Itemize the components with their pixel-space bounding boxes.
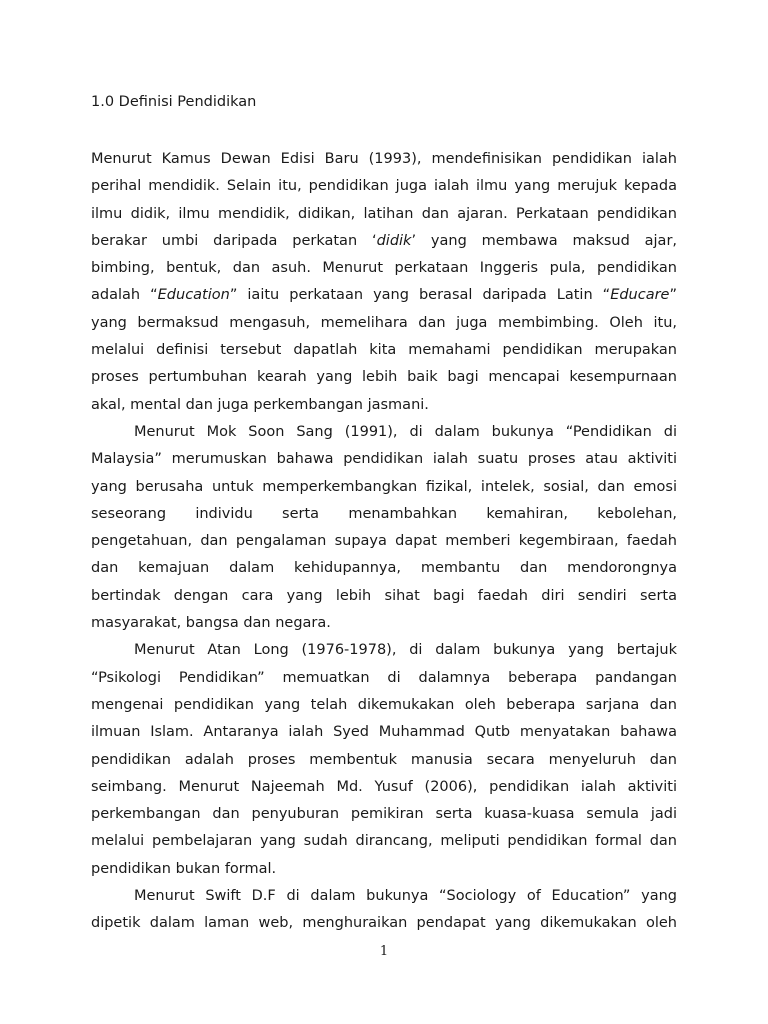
text-line: perkembangan dan penyuburan pemikiran serta kuasa-kuasa semula jadi bbox=[91, 806, 677, 823]
text-line: seimbang. Menurut Najeemah Md. Yusuf (2006), pendidikan ialah aktiviti bbox=[91, 778, 677, 795]
text-segment: ” iaitu perkataan yang berasal daripada Latin “ bbox=[229, 287, 611, 304]
text-line: seseorang individu serta menambahkan kemahiran, kebolehan, bbox=[91, 505, 677, 522]
text-line: pengetahuan, dan pengalaman supaya dapat memberi kegembiraan, faedah bbox=[91, 533, 677, 550]
text-line: dipetik dalam laman web, menghuraikan pendapat yang dikemukakan oleh bbox=[91, 915, 677, 932]
text-line: mengenai pendidikan yang telah dikemukakan oleh beberapa sarjana dan bbox=[91, 696, 677, 713]
page-number: 1 bbox=[379, 944, 389, 959]
text-line: yang berusaha untuk memperkembangkan fizikal, intelek, sosial, dan emosi bbox=[91, 478, 677, 495]
italic-term: didik bbox=[376, 232, 412, 249]
text-line: masyarakat, bangsa dan negara. bbox=[91, 615, 331, 632]
text-line: Menurut Atan Long (1976-1978), di dalam bukunya yang bertajuk bbox=[134, 642, 677, 659]
text-line: melalui pembelajaran yang sudah dirancang, meliputi pendidikan formal dan bbox=[91, 833, 677, 850]
text-line: Malaysia” merumuskan bahawa pendidikan ialah suatu proses atau aktiviti bbox=[91, 451, 677, 468]
text-line: Menurut Swift D.F di dalam bukunya “Sociology of Education” yang bbox=[134, 888, 677, 905]
italic-term: Education bbox=[157, 287, 230, 304]
text-segment: adalah “ bbox=[91, 287, 158, 304]
section-heading: 1.0 Definisi Pendidikan bbox=[91, 94, 257, 110]
text-line: bimbing, bentuk, dan asuh. Menurut perkataan Inggeris pula, pendidikan bbox=[91, 260, 677, 277]
text-line: Menurut Mok Soon Sang (1991), di dalam bukunya “Pendidikan di bbox=[134, 423, 677, 440]
text-line: proses pertumbuhan kearah yang lebih baik bagi mencapai kesempurnaan bbox=[91, 369, 677, 386]
text-line: dan kemajuan dalam kehidupannya, membantu dan mendorongnya bbox=[91, 560, 677, 577]
text-line bbox=[91, 282, 677, 309]
text-segment: yang membawa maksud ajar, bbox=[430, 232, 678, 249]
text-line: ilmu didik, ilmu mendidik, didikan, latihan dan ajaran. Perkataan pendidikan bbox=[91, 205, 677, 222]
text-line: “Psikologi Pendidikan” memuatkan di dalamnya beberapa pandangan bbox=[91, 669, 677, 686]
text-segment: berakar umbi daripada perkatan bbox=[91, 232, 358, 249]
text-line: berakar umbi daripada perkatan ‘didik’ yang membawa maksud ajar, bbox=[91, 232, 678, 249]
text-line: pendidikan bukan formal. bbox=[91, 860, 277, 877]
text-line: bertindak dengan cara yang lebih sihat bagi faedah diri sendiri serta bbox=[91, 587, 677, 604]
text-line: perihal mendidik. Selain itu, pendidikan juga ialah ilmu yang merujuk kepada bbox=[91, 178, 677, 195]
text-line: ilmuan Islam. Antaranya ialah Syed Muhammad Qutb menyatakan bahawa bbox=[91, 724, 677, 741]
text-line: akal, mental dan juga perkembangan jasmani. bbox=[91, 396, 429, 413]
text-segment: ” bbox=[669, 287, 677, 304]
text-line: melalui definisi tersebut dapatlah kita memahami pendidikan merupakan bbox=[91, 342, 677, 359]
text-line: yang bermaksud mengasuh, memelihara dan juga membimbing. Oleh itu, bbox=[91, 314, 677, 331]
text-line: pendidikan adalah proses membentuk manusia secara menyeluruh dan bbox=[91, 751, 677, 768]
body-text bbox=[91, 146, 677, 938]
text-line: Menurut Kamus Dewan Edisi Baru (1993), mendefinisikan pendidikan ialah bbox=[91, 151, 677, 167]
italic-term: Educare bbox=[610, 287, 670, 304]
